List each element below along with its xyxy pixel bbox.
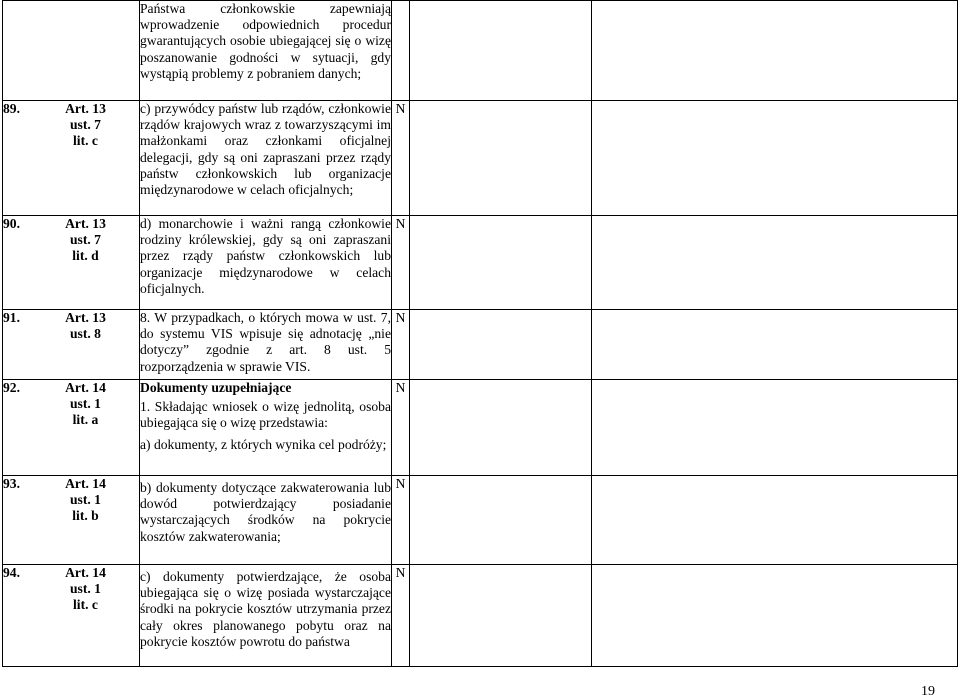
provision-text: a) dokumenty, z których wynika cel podróży;: [140, 436, 387, 452]
empty-cell: [410, 565, 592, 667]
article-ref-line: lit. c: [73, 597, 98, 613]
table-row: [3, 380, 958, 476]
article-ref-line: lit. b: [72, 508, 99, 524]
empty-cell: [410, 1, 592, 101]
article-cell: [3, 380, 140, 476]
status-cell: [392, 101, 410, 216]
provision-text: b) dokumenty dotyczące zakwaterowania lub dowód potwierdzający posiadanie wystarczających środków na pokrycie kosztów zakwaterowania;: [140, 480, 391, 544]
article-ref-line: ust. 1: [70, 581, 101, 597]
row-number: 90.: [3, 216, 20, 231]
provision-text-cell: [140, 380, 392, 476]
article-reference: [32, 101, 139, 150]
article-cell: [3, 565, 140, 667]
status-cell: [392, 565, 410, 667]
provision-text-cell: [140, 476, 392, 565]
article-ref-line: ust. 7: [70, 117, 101, 133]
status-mark: N: [395, 216, 406, 231]
section-heading: Dokumenty uzupełniające: [140, 380, 292, 395]
status-cell: [392, 216, 410, 310]
provision-text-cell: [140, 101, 392, 216]
article-cell: [3, 310, 140, 380]
empty-cell: [410, 476, 592, 565]
row-number: 89.: [3, 101, 20, 116]
table-row: [3, 310, 958, 380]
article-cell: [3, 101, 140, 216]
article-ref-line: Art. 14: [65, 565, 106, 580]
status-cell: [392, 1, 410, 101]
table-row: [3, 1, 958, 101]
provision-text-cell: [140, 216, 392, 310]
provision-text-cell: [140, 565, 392, 667]
status-cell: [392, 380, 410, 476]
article-ref-line: Art. 14: [65, 476, 106, 491]
article-reference: [32, 216, 139, 265]
article-ref-line: Art. 14: [65, 380, 106, 395]
row-number: 93.: [3, 476, 20, 491]
provision-text: c) przywódcy państw lub rządów, członkowie rządów krajowych wraz z towarzyszącymi im małżonkami oraz członkami oficjalnej delegacji, gdy są oni zapraszani przez rządy państw członkowskich lub organizacje międzynarodowe w celach oficjalnych;: [140, 101, 391, 198]
transposition-table: [2, 0, 958, 667]
article-ref-line: Art. 13: [65, 310, 106, 325]
empty-cell: [592, 1, 958, 101]
article-cell: [3, 216, 140, 310]
article-ref-line: ust. 1: [70, 396, 101, 412]
article-ref-line: Art. 13: [65, 101, 106, 116]
article-ref-line: lit. a: [72, 412, 99, 428]
empty-cell: [592, 216, 958, 310]
status-cell: [392, 310, 410, 380]
provision-text-cell: [140, 1, 392, 101]
provision-text: c) dokumenty potwierdzające, że osoba ubiegająca się o wizę posiada wystarczające środki na pokrycie kosztów utrzymania przez cały okres planowanego pobytu oraz na pokrycie kosztów powrotu do państwa: [140, 569, 391, 649]
row-number: 91.: [3, 310, 20, 325]
empty-cell: [592, 101, 958, 216]
status-cell: [392, 476, 410, 565]
article-ref-line: ust. 1: [70, 492, 101, 508]
empty-cell: [592, 476, 958, 565]
article-reference: [32, 380, 139, 429]
status-mark: N: [395, 101, 406, 116]
table-row: [3, 476, 958, 565]
status-mark: N: [395, 476, 406, 491]
article-reference: [32, 476, 139, 525]
status-mark: N: [395, 380, 406, 395]
empty-cell: [592, 310, 958, 380]
row-number: 92.: [3, 380, 20, 395]
article-ref-line: lit. d: [72, 248, 99, 264]
provision-text: d) monarchowie i ważni rangą członkowie rodziny królewskiej, gdy są oni zapraszani przez rządy państw członkowskich lub organizacje międzynarodowe w celach oficjalnych.: [140, 216, 391, 296]
empty-cell: [410, 380, 592, 476]
provision-text: 8. W przypadkach, o których mowa w ust. 7, do systemu VIS wpisuje się adnotację „nie dotyczy” zgodnie z art. 8 ust. 5 rozporządzenia w sprawie VIS.: [140, 310, 391, 374]
article-ref-line: ust. 8: [70, 326, 101, 342]
empty-cell: [410, 101, 592, 216]
page-number: 19: [921, 684, 935, 699]
article-ref-line: Art. 13: [65, 216, 106, 231]
table-row: [3, 101, 958, 216]
article-reference: [32, 310, 139, 342]
empty-cell: [410, 216, 592, 310]
article-ref-line: lit. c: [73, 133, 98, 149]
table-row: [3, 565, 958, 667]
provision-text-cell: [140, 310, 392, 380]
article-cell: [3, 476, 140, 565]
empty-cell: [410, 310, 592, 380]
status-mark: N: [395, 565, 406, 580]
row-number: 94.: [3, 565, 20, 580]
empty-cell: [592, 380, 958, 476]
status-mark: N: [395, 310, 406, 325]
article-cell: [3, 1, 140, 101]
empty-cell: [592, 565, 958, 667]
provision-text: 1. Składając wniosek o wizę jednolitą, osoba ubiegająca się o wizę przedstawia:: [140, 399, 391, 431]
article-reference: [32, 565, 139, 614]
article-ref-line: ust. 7: [70, 232, 101, 248]
provision-text: Państwa członkowskie zapewniają wprowadzenie odpowiednich procedur gwarantujących osobie ubiegającej się o wizę poszanowanie godności w sytuacji, gdy wystąpią problemy z pobraniem danych;: [140, 1, 391, 81]
table-row: [3, 216, 958, 310]
